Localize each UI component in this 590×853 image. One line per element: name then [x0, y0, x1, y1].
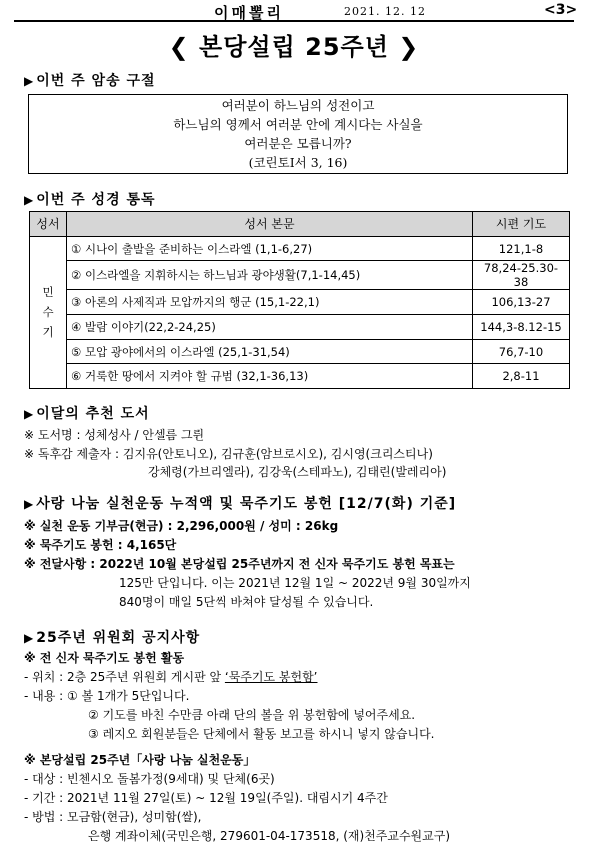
verse-line: 하느님의 영께서 여러분 안에 계시다는 사실을 — [173, 117, 423, 132]
method-line: - 방법 : 모금함(현금), 성미함(쌀), — [24, 810, 202, 824]
book-name: 민 수 기 — [30, 236, 67, 388]
psalm-ref: 106,13-27 — [473, 290, 570, 315]
verse-reference: (코린토Ⅰ서 3, 16) — [248, 155, 348, 170]
bible-reading-table — [29, 211, 570, 389]
content-line: - 내용 : ① 볼 1개가 5단입니다. — [24, 689, 190, 703]
content-line: ② 기도를 바친 수만큼 아래 단의 볼을 위 봉헌함에 넣어주세요. — [88, 708, 416, 722]
psalm-ref: 76,7-10 — [473, 339, 570, 364]
triangle-bullet-icon: ▶ — [24, 497, 35, 511]
psalm-ref: 2,8-11 — [473, 364, 570, 389]
publication-name: 이매뽈리 — [214, 4, 284, 22]
sharing-campaign-heading: ※ 본당설립 25주년「사랑 나눔 실천운동」 — [24, 753, 256, 767]
triangle-bullet-icon: ▶ — [24, 631, 35, 645]
reading-text: ⑤ 모압 광야에서의 이스라엘 (25,1-31,54) — [67, 339, 473, 364]
rosary-activity-heading: ※ 전 신자 묵주기도 봉헌 활동 — [24, 651, 185, 665]
memory-verse-heading: ▶ 이번 주 암송 구절 — [24, 73, 156, 89]
reading-text: ④ 발람 이야기(22,2-24,25) — [67, 315, 473, 340]
verse-line: 여러분이 하느님의 성전이고 — [221, 98, 375, 113]
verse-line: 여러분은 모릅니까? — [244, 136, 352, 151]
rosary-count-line: ※ 묵주기도 봉헌 : 4,165단 — [24, 538, 177, 552]
psalm-ref: 121,1-8 — [473, 236, 570, 261]
book-title-line: ※ 도서명 : 성체성사 / 안셀름 그륀 — [24, 428, 205, 442]
reading-text: ① 시나이 출발을 준비하는 이스라엘 (1,1-6,27) — [67, 236, 473, 261]
col-psalm: 시편 기도 — [473, 212, 570, 237]
triangle-bullet-icon: ▶ — [24, 407, 35, 421]
rosary-box-label: ‘묵주기도 봉헌함’ — [224, 670, 318, 684]
committee-heading: ▶ 25주년 위원회 공지사항 — [24, 630, 201, 646]
page-number: <3> — [544, 2, 578, 18]
donation-line: ※ 실천 운동 기부금(현금) : 2,296,000원 / 성미 : 26kg — [24, 519, 339, 533]
location-line: - 위치 : 2층 25주년 위원회 게시판 앞 ‘묵주기도 봉헌함’ — [24, 670, 318, 684]
col-text: 성서 본문 — [67, 212, 473, 237]
period-line: - 기간 : 2021년 11월 27일(토) ~ 12월 19일(주일). 대림시기 4주간 — [24, 791, 388, 805]
issue-date: 2021. 12. 12 — [344, 5, 426, 18]
recommended-books-heading: ▶ 이달의 추천 도서 — [24, 406, 150, 422]
notice-line-cont: 125만 단입니다. 이는 2021년 12월 1일 ~ 2022년 9월 30일까지 — [119, 576, 471, 590]
memory-verse-box — [28, 94, 568, 174]
reading-text: ⑥ 거룩한 땅에서 지켜야 할 규범 (32,1-36,13) — [67, 364, 473, 389]
page-title: ❮ 본당설립 25주년 ❯ — [168, 33, 420, 61]
table-row — [30, 364, 570, 389]
psalm-ref: 78,24-25.30-38 — [473, 261, 570, 290]
psalm-ref: 144,3-8.12-15 — [473, 315, 570, 340]
table-row — [30, 261, 570, 290]
target-line: - 대상 : 빈첸시오 돌봄가정(9세대) 및 단체(6곳) — [24, 772, 275, 786]
reviewers-line: ※ 독후감 제출자 : 김지유(안토니오), 김규훈(암브로시오), 김시영(크리스티나) — [24, 447, 433, 461]
notice-line-cont: 840명이 매일 5단씩 바쳐야 달성될 수 있습니다. — [119, 595, 374, 609]
newsletter-header — [14, 2, 578, 22]
table-row — [30, 315, 570, 340]
reading-text: ② 이스라엘을 지휘하시는 하느님과 광야생활(7,1-14,45) — [67, 261, 473, 290]
table-row — [30, 339, 570, 364]
table-row — [30, 236, 570, 261]
account-line: 은행 계좌이체(국민은행, 279601-04-173518, (재)천주교수원교구) — [88, 829, 451, 843]
triangle-bullet-icon: ▶ — [24, 193, 35, 207]
triangle-bullet-icon: ▶ — [24, 74, 35, 88]
sharing-heading: ▶ 사랑 나눔 실천운동 누적액 및 묵주기도 봉헌 [12/7(화) 기준] — [24, 496, 457, 512]
reviewers-line-cont: 강체령(가브리엘라), 김강욱(스테파노), 김태린(발레리아) — [148, 465, 447, 479]
bible-reading-heading: ▶ 이번 주 성경 통독 — [24, 192, 156, 208]
col-book: 성서 — [30, 212, 67, 237]
reading-text: ③ 아론의 사제직과 모압까지의 행군 (15,1-22,1) — [67, 290, 473, 315]
table-row — [30, 290, 570, 315]
content-line: ③ 레지오 회원분들은 단체에서 활동 보고를 하시니 넣지 않습니다. — [88, 727, 435, 741]
table-header-row — [30, 212, 570, 237]
notice-line: ※ 전달사항 : 2022년 10월 본당설립 25주년까지 전 신자 묵주기도 봉헌 목표는 — [24, 557, 455, 571]
